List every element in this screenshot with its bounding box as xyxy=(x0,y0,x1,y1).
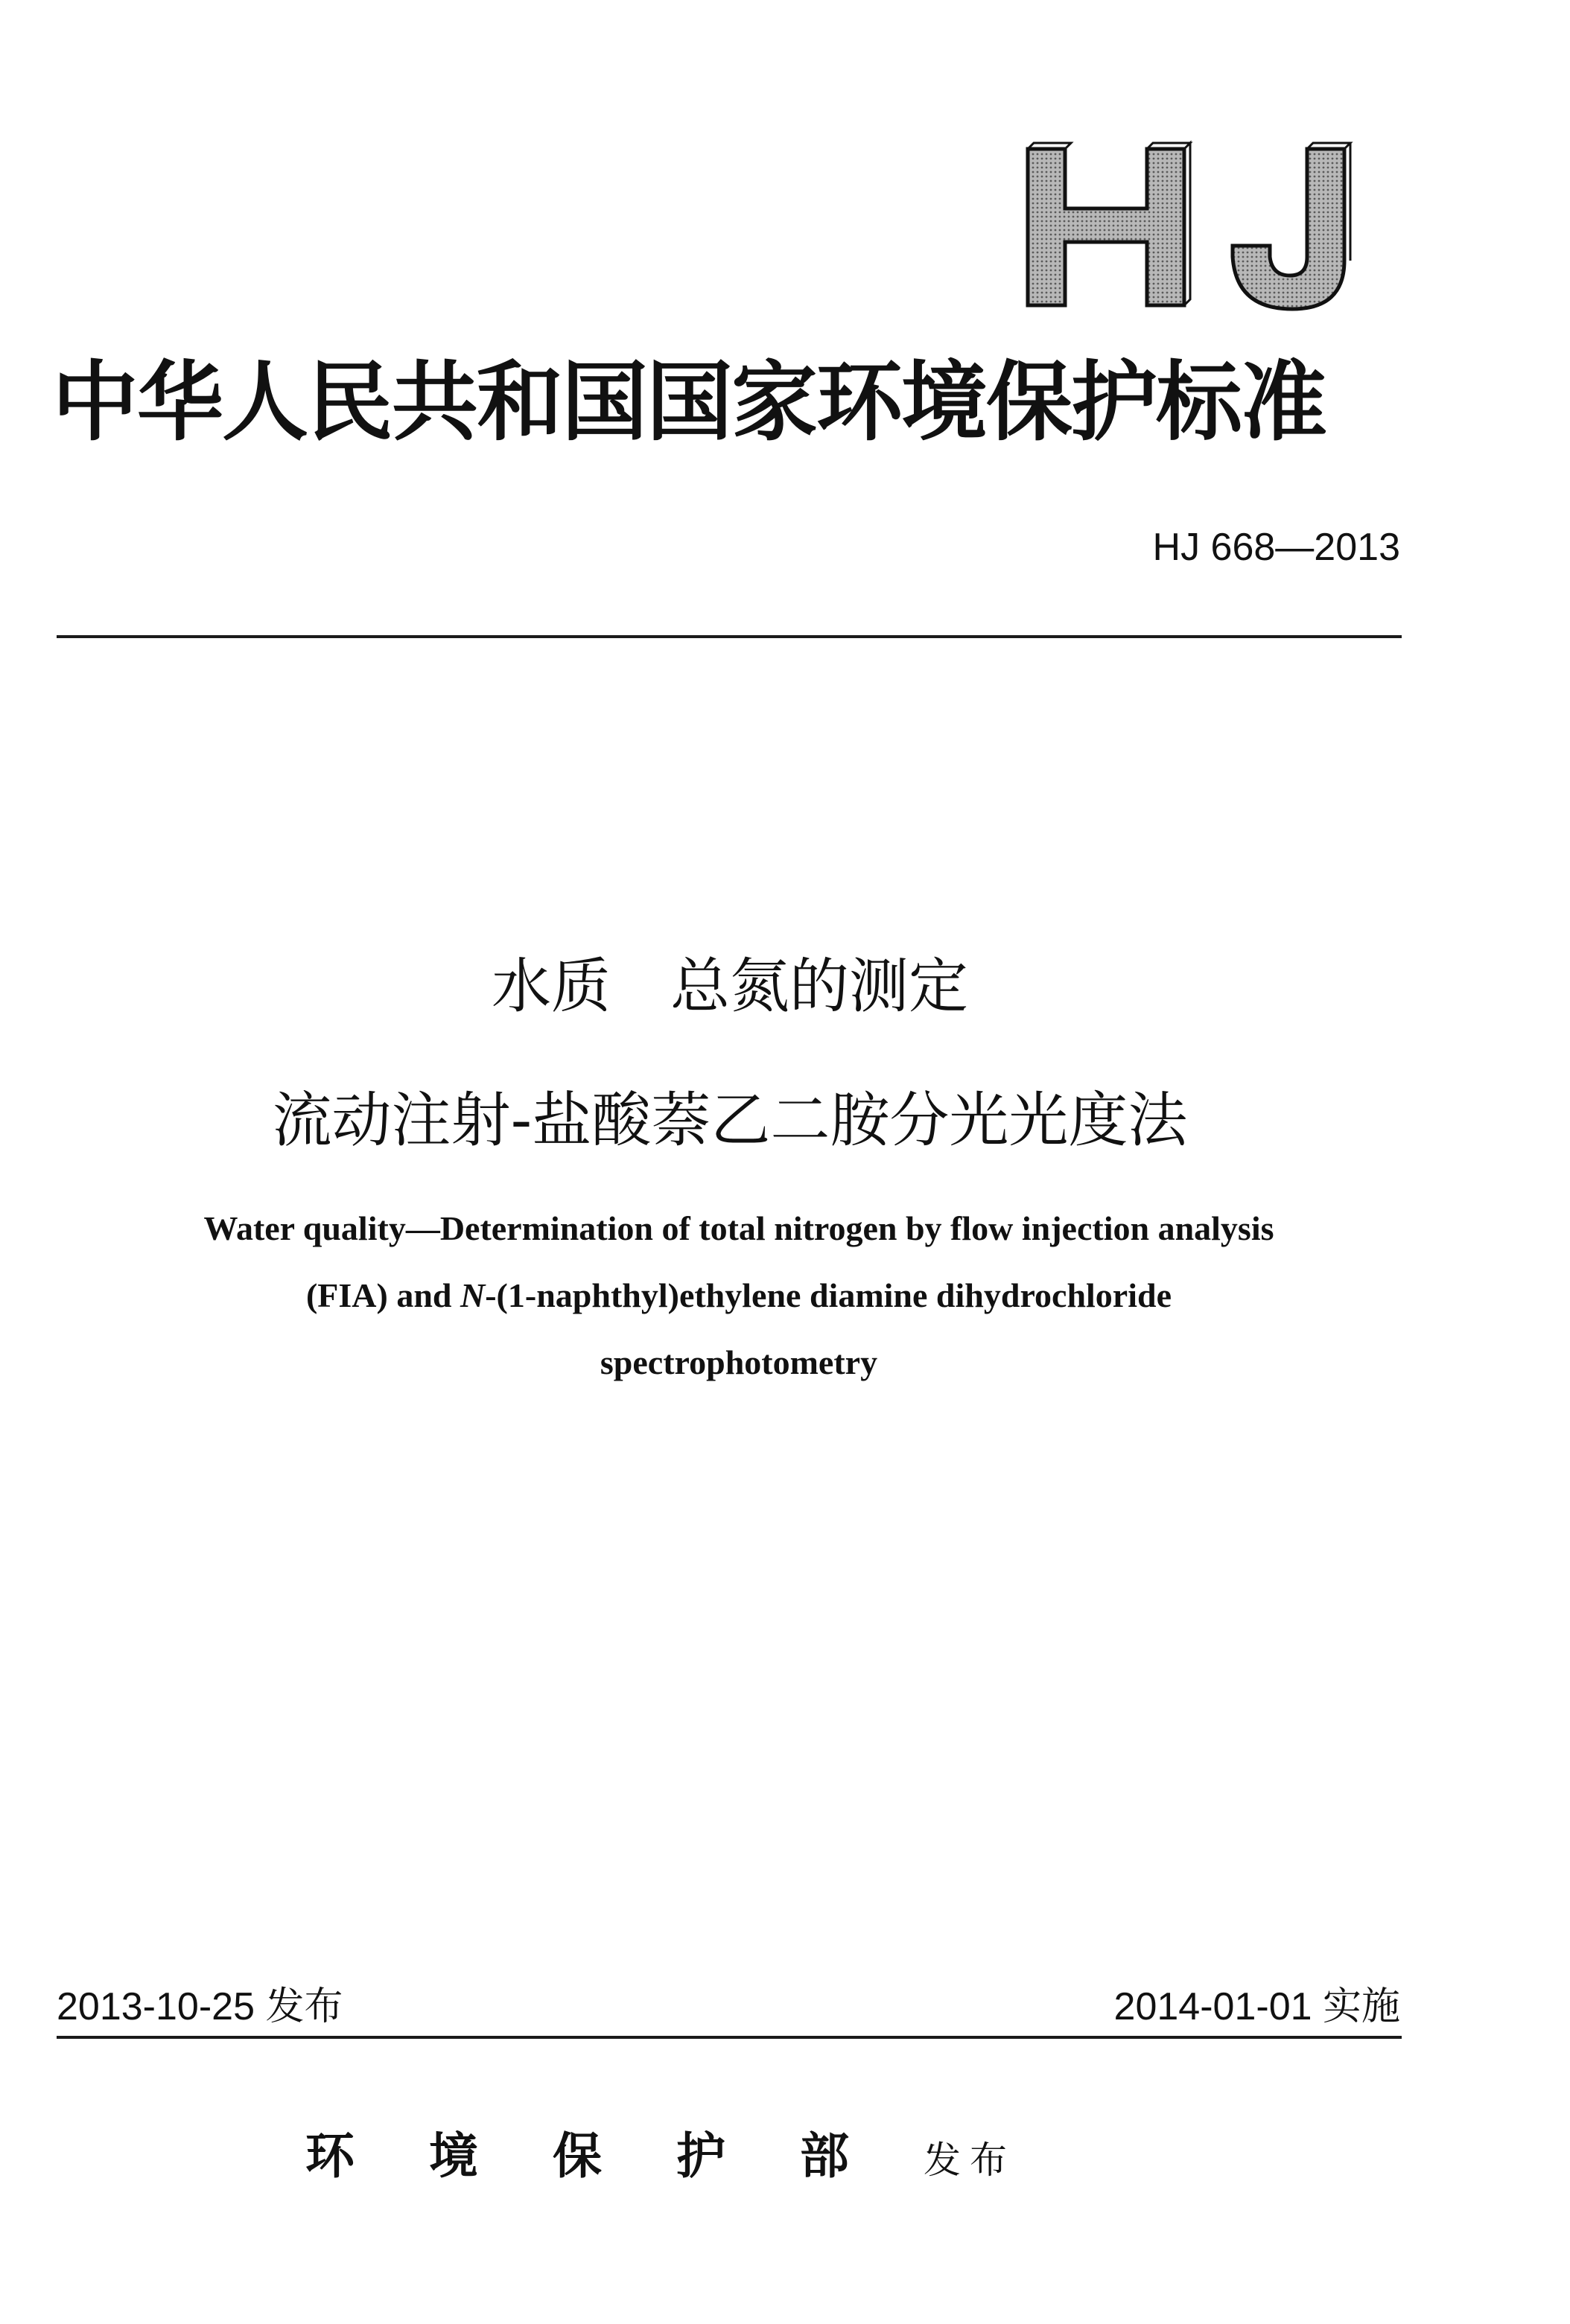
bottom-divider xyxy=(57,2036,1402,2039)
english-title-line-2 xyxy=(0,1273,1478,1318)
chinese-title-line-2: 流动注射-盐酸萘乙二胺分光光度法 xyxy=(272,1086,1188,1155)
english-title-line-2-part-1: (FIA) and xyxy=(305,1276,460,1314)
publisher-name: 环境保护部 xyxy=(305,2127,924,2185)
english-title-line-3: spectrophotometry xyxy=(600,1343,878,1381)
logo-letter-j xyxy=(1233,143,1350,309)
implementation-date: 2014-01-01 实施 xyxy=(1113,1985,1400,2028)
top-divider xyxy=(57,635,1402,638)
english-title-line-2-part-2: -(1-naphthyl)ethylene diamine dihydrochloride xyxy=(485,1276,1172,1314)
english-title-italic-n: N xyxy=(460,1276,486,1314)
publisher xyxy=(305,2122,1274,2189)
standard-category-title: 中华人民共和国国家环境保护标准 xyxy=(52,351,1326,453)
publisher-suffix: 发布 xyxy=(924,2139,1016,2182)
standard-number: HJ 668—2013 xyxy=(1152,526,1400,569)
chinese-title-line-1: 水质 总氮的测定 xyxy=(492,952,968,1021)
logo-letter-h xyxy=(1028,143,1190,305)
hj-logo xyxy=(1013,134,1370,320)
english-title-line-1: Water quality—Determination of total nitrogen by flow injection analysis xyxy=(203,1209,1274,1247)
issue-date: 2013-10-25 发布 xyxy=(57,1985,343,2028)
